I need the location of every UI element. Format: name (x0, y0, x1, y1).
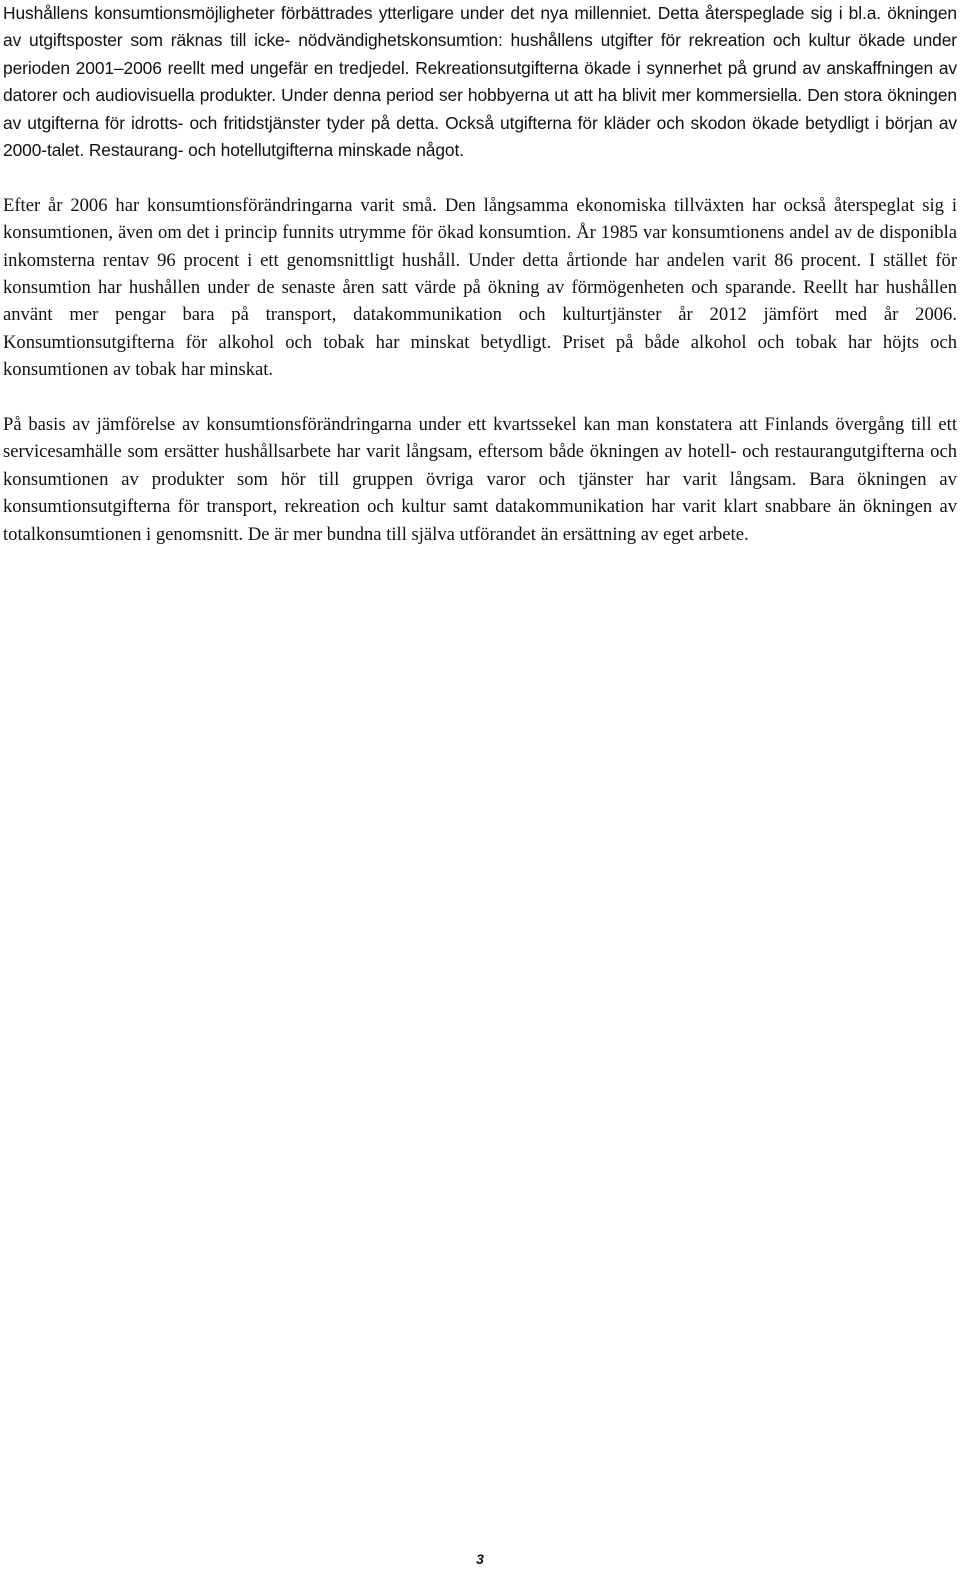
paragraph-1 (3, 0, 957, 164)
sentence: På basis av jämförelse av konsumtionsförändringarna under ett kvartssekel kan man konstatera att Finlands övergång till ett servicesamhälle som ersätter hushållsarbete har varit långsam, eftersom både ökningen av hotell- och restaurangutgifterna och konsumtionen av produkter som hör till gruppen övriga varor och tjänster har varit långsam. (3, 414, 957, 490)
sentence: Bara ökningen av konsumtionsutgifterna för transport, rekreation och kultur samt datakommunikation har varit klart snabbare än ökningen av totalkonsumtionen i genomsnitt. (3, 468, 957, 545)
body-text (3, 0, 957, 548)
sentence: Restaurang- och hotellutgifterna minskade något. (88, 140, 464, 161)
sentence: De är mer bundna till själva utförandet än ersättning av eget arbete. (247, 523, 749, 545)
sentence: Hushållens konsumtionsmöjligheter förbättrades ytterligare under det nya millenniet. (3, 3, 652, 23)
page-number: 3 (476, 1551, 484, 1567)
sentence: Under denna period ser hobbyerna ut att ha blivit mer kommersiella. (281, 85, 803, 106)
sentence: Rekreationsutgifterna ökade i synnerhet på grund av anskaffningen av datorer och audiovisuella produkter. (3, 57, 957, 106)
sentence: Detta återspeglade sig i bl.a. ökningen av utgiftsposter som räknas till icke- nödvändighetskonsumtion: hushållens utgifter för rekreation och kultur ökade under perioden 2001–2006 reellt med ungefär en tredjedel. (3, 3, 958, 78)
sentence: Efter år 2006 har konsumtionsförändringarna varit små. (3, 194, 437, 216)
paragraph-3 (3, 411, 957, 548)
sentence: Konsumtionsutgifterna för alkohol och tobak har minskat betydligt. (3, 331, 552, 353)
sentence: Också utgifterna för kläder och skodon ökade betydligt i början av 2000-talet. (3, 112, 957, 161)
sentence: I stället för konsumtion har hushållen under de senaste åren satt värde på ökning av förmögenheten och sparande. (3, 249, 958, 299)
sentence: Den stora ökningen av utgifterna för idrotts- och fritidstjänster tyder på detta. (3, 85, 957, 133)
paragraph-2 (3, 192, 957, 384)
sentence: Under detta årtionde har andelen varit 86 procent. (468, 249, 862, 271)
sentence: Den långsamma ekonomiska tillväxten har också återspeglat sig i konsumtionen, även om det i princip funnits utrymme för ökad konsumtion. (3, 194, 957, 244)
sentence: År 1985 var konsumtionens andel av de disponibla inkomsterna rentav 96 procent i ett genomsnittligt hushåll. (3, 222, 957, 271)
sentence: Reellt har hushållen använt mer pengar bara på transport, datakommunikation och kulturtjänster år 2012 jämfört med år 2006. (3, 277, 958, 326)
sentence: Priset på både alkohol och tobak har höjts och konsumtionen av tobak har minskat. (3, 331, 957, 381)
